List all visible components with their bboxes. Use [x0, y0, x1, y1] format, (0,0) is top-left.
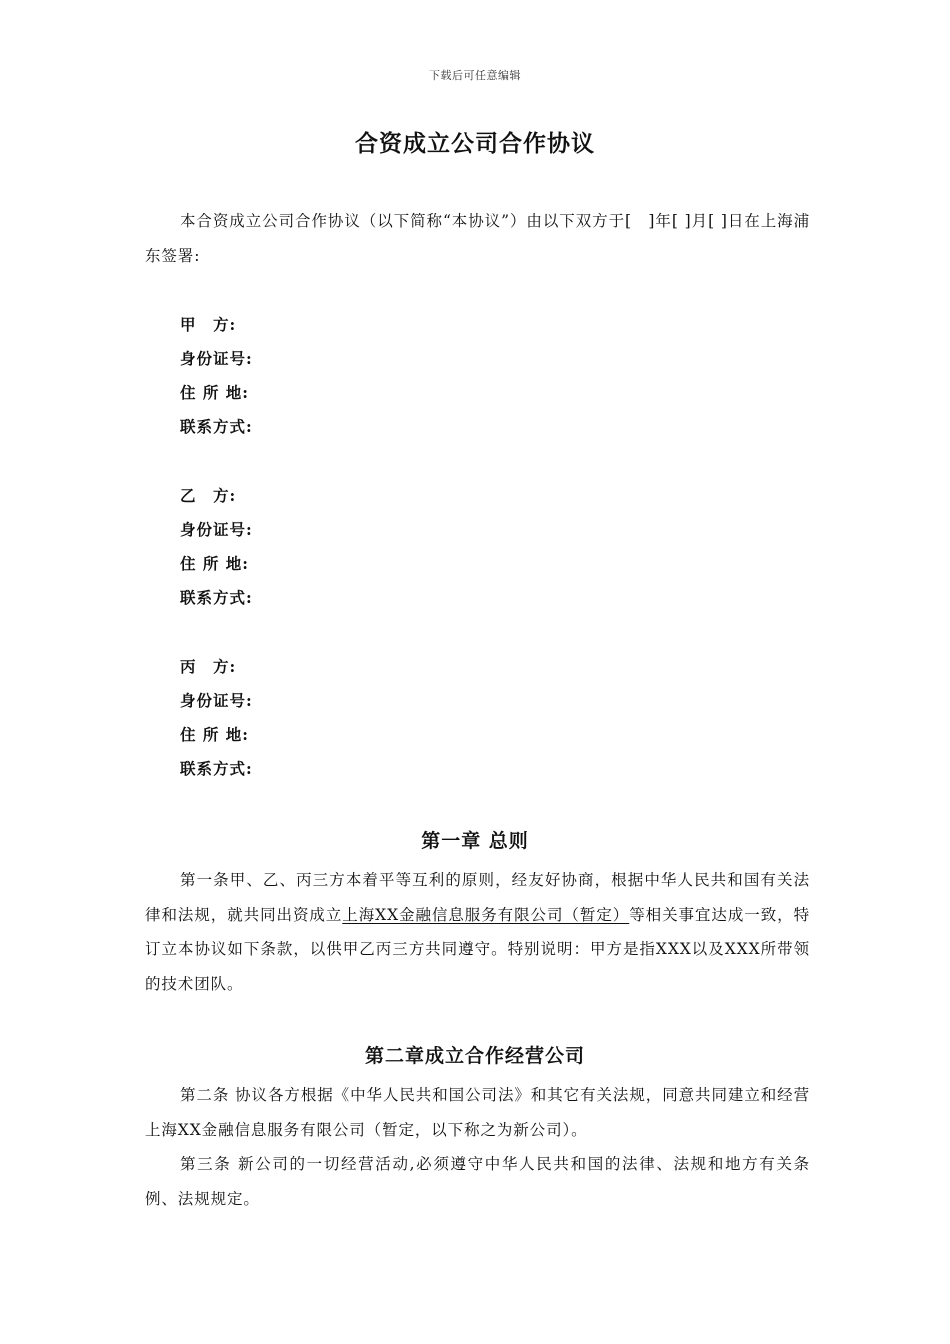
article-3-paragraph: 第三条 新公司的一切经营活动,必须遵守中华人民共和国的法律、法规和地方有关条例、法规规定。: [145, 1155, 810, 1208]
article-1-text-before: 第一条甲、乙、丙三方本着平等互利的原则，经友好协商，根据中华人民共和国有关法律和法规，就共同出资成立: [145, 871, 810, 924]
article-1-company-name: 上海XX金融信息服务有限公司（暂定）: [342, 905, 630, 924]
party-a-name-label: 甲 方:: [180, 315, 237, 334]
party-b-id-label: 身份证号:: [180, 520, 253, 539]
party-b-contact-label: 联系方式:: [180, 588, 253, 607]
party-c-id-label: 身份证号:: [180, 691, 253, 710]
document-title: 合资成立公司合作协议: [355, 130, 595, 157]
article-1-text-after: 等相关事宜达成一致，特订立本协议如下条款，以供甲乙丙三方共同遵守。特别说明：甲方是指XXX以及XXX所带领的技术团队。: [145, 905, 810, 993]
party-c-name-label: 丙 方:: [180, 657, 237, 676]
article-2-paragraph: 第二条 协议各方根据《中华人民共和国公司法》和其它有关法规，同意共同建立和经营上海XX金融信息服务有限公司（暂定，以下称之为新公司）。: [145, 1086, 810, 1139]
article-1-paragraph: [145, 863, 810, 1001]
party-a-id-label: 身份证号:: [180, 349, 253, 368]
chapter-1-title: 第一章 总则: [421, 830, 529, 852]
intro-paragraph: 本合资成立公司合作协议（以下简称“本协议”）由以下双方于[ ]年[ ]月[ ]日在上海浦东签署:: [145, 212, 810, 265]
party-a-address-label: 住 所 地:: [180, 383, 250, 402]
party-b-name-label: 乙 方:: [180, 486, 237, 505]
party-c-contact-label: 联系方式:: [180, 759, 253, 778]
party-a-contact-label: 联系方式:: [180, 417, 253, 436]
header-note: 下载后可任意编辑: [429, 69, 521, 82]
party-b-address-label: 住 所 地:: [180, 554, 250, 573]
chapter-2-title: 第二章成立合作经营公司: [364, 1045, 585, 1067]
party-c-address-label: 住 所 地:: [180, 725, 250, 744]
